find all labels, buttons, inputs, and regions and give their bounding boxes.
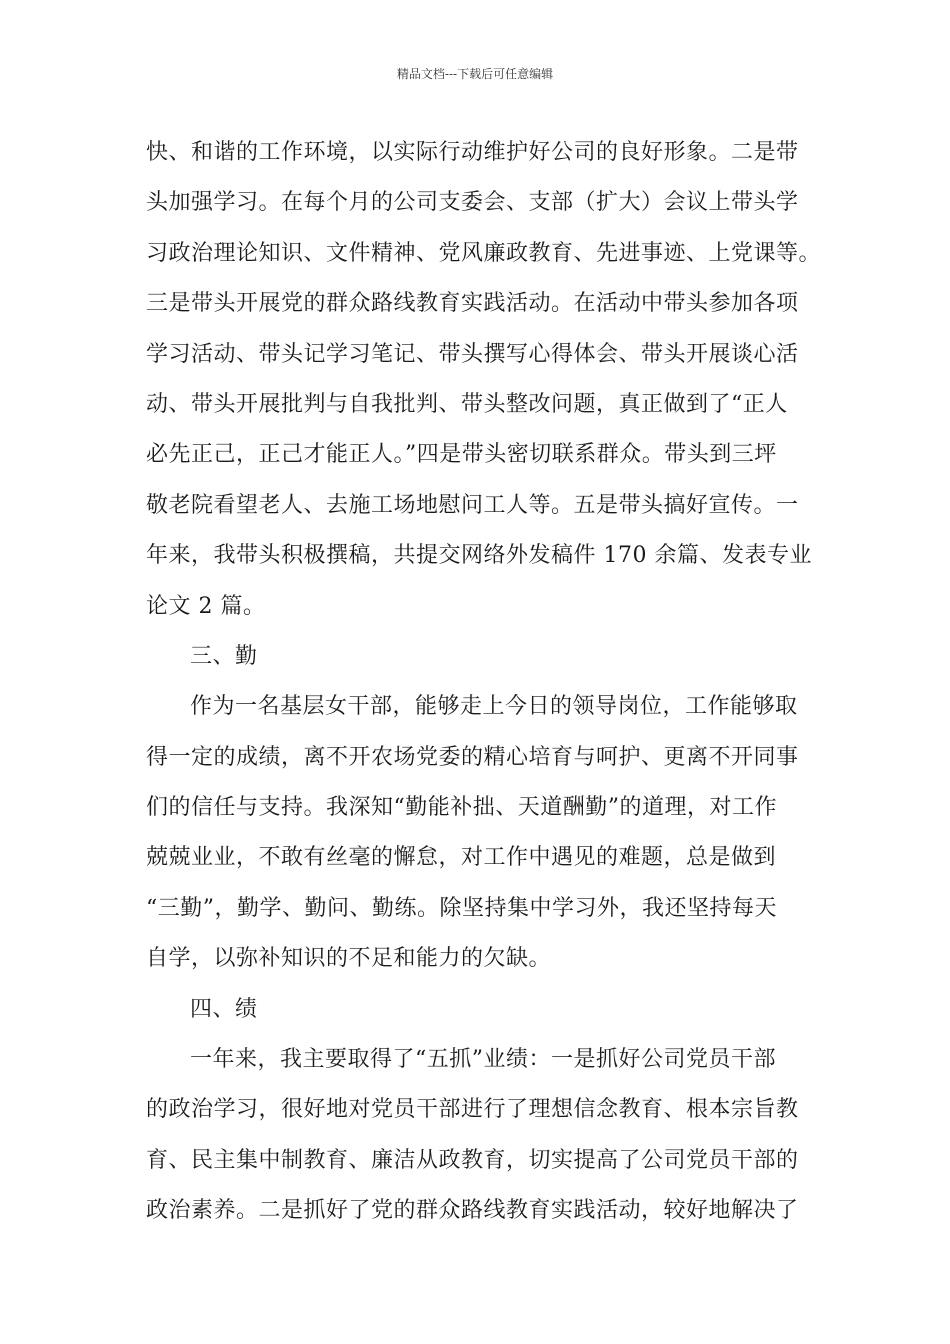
section-heading: 四、绩 <box>190 996 258 1022</box>
page-header: 精品文档---下载后可任意编辑 <box>396 67 554 81</box>
document-body <box>146 128 822 1237</box>
text-line: 头加强学习。在每个月的公司支委会、支部（扩大）会议上带头学 <box>146 190 799 216</box>
section-heading: 三、勤 <box>190 643 258 669</box>
text-line: “三勤”，勤学、勤问、勤练。除坚持集中学习外，我还坚持每天 <box>146 895 777 921</box>
text-line: 政治素养。二是抓好了党的群众路线教育实践活动，较好地解决了 <box>146 1198 799 1224</box>
text-line: 敬老院看望老人、去施工场地慰问工人等。五是带头搞好宣传。一 <box>146 492 799 518</box>
paragraph-first-line: 作为一名基层女干部，能够走上今日的领导岗位，工作能够取 <box>190 694 798 720</box>
text-line: 们的信任与支持。我深知“勤能补拙、天道酬勤”的道理，对工作 <box>146 795 777 821</box>
text-line: 三是带头开展党的群众路线教育实践活动。在活动中带头参加各项 <box>146 291 799 317</box>
text-line: 学习活动、带头记学习笔记、带头撰写心得体会、带头开展谈心活 <box>146 341 799 367</box>
paragraph-first-line: 一年来，我主要取得了“五抓”业绩：一是抓好公司党员干部 <box>190 1047 776 1073</box>
text-line: 必先正己，正己才能正人。”四是带头密切联系群众。带头到三坪 <box>146 442 777 468</box>
text-line: 习政治理论知识、文件精神、党风廉政教育、先进事迹、上党课等。 <box>146 240 822 266</box>
text-line: 自学，以弥补知识的不足和能力的欠缺。 <box>146 946 552 972</box>
text-line: 得一定的成绩，离不开农场党委的精心培育与呵护、更离不开同事 <box>146 744 799 770</box>
text-line: 快、和谐的工作环境，以实际行动维护好公司的良好形象。二是带 <box>146 140 799 165</box>
text-line: 动、带头开展批判与自我批判、带头整改问题，真正做到了“正人 <box>146 391 788 417</box>
text-line: 兢兢业业，不敢有丝毫的懈怠，对工作中遇见的难题，总是做到 <box>146 845 777 871</box>
text-line: 育、民主集中制教育、廉洁从政教育，切实提高了公司党员干部的 <box>146 1147 799 1173</box>
text-line: 的政治学习，很好地对党员干部进行了理想信念教育、根本宗旨教 <box>146 1097 799 1123</box>
text-line: 年来，我带头积极撰稿，共提交网络外发稿件 170 余篇、发表专业 <box>146 543 812 569</box>
text-line: 论文 2 篇。 <box>146 593 266 619</box>
